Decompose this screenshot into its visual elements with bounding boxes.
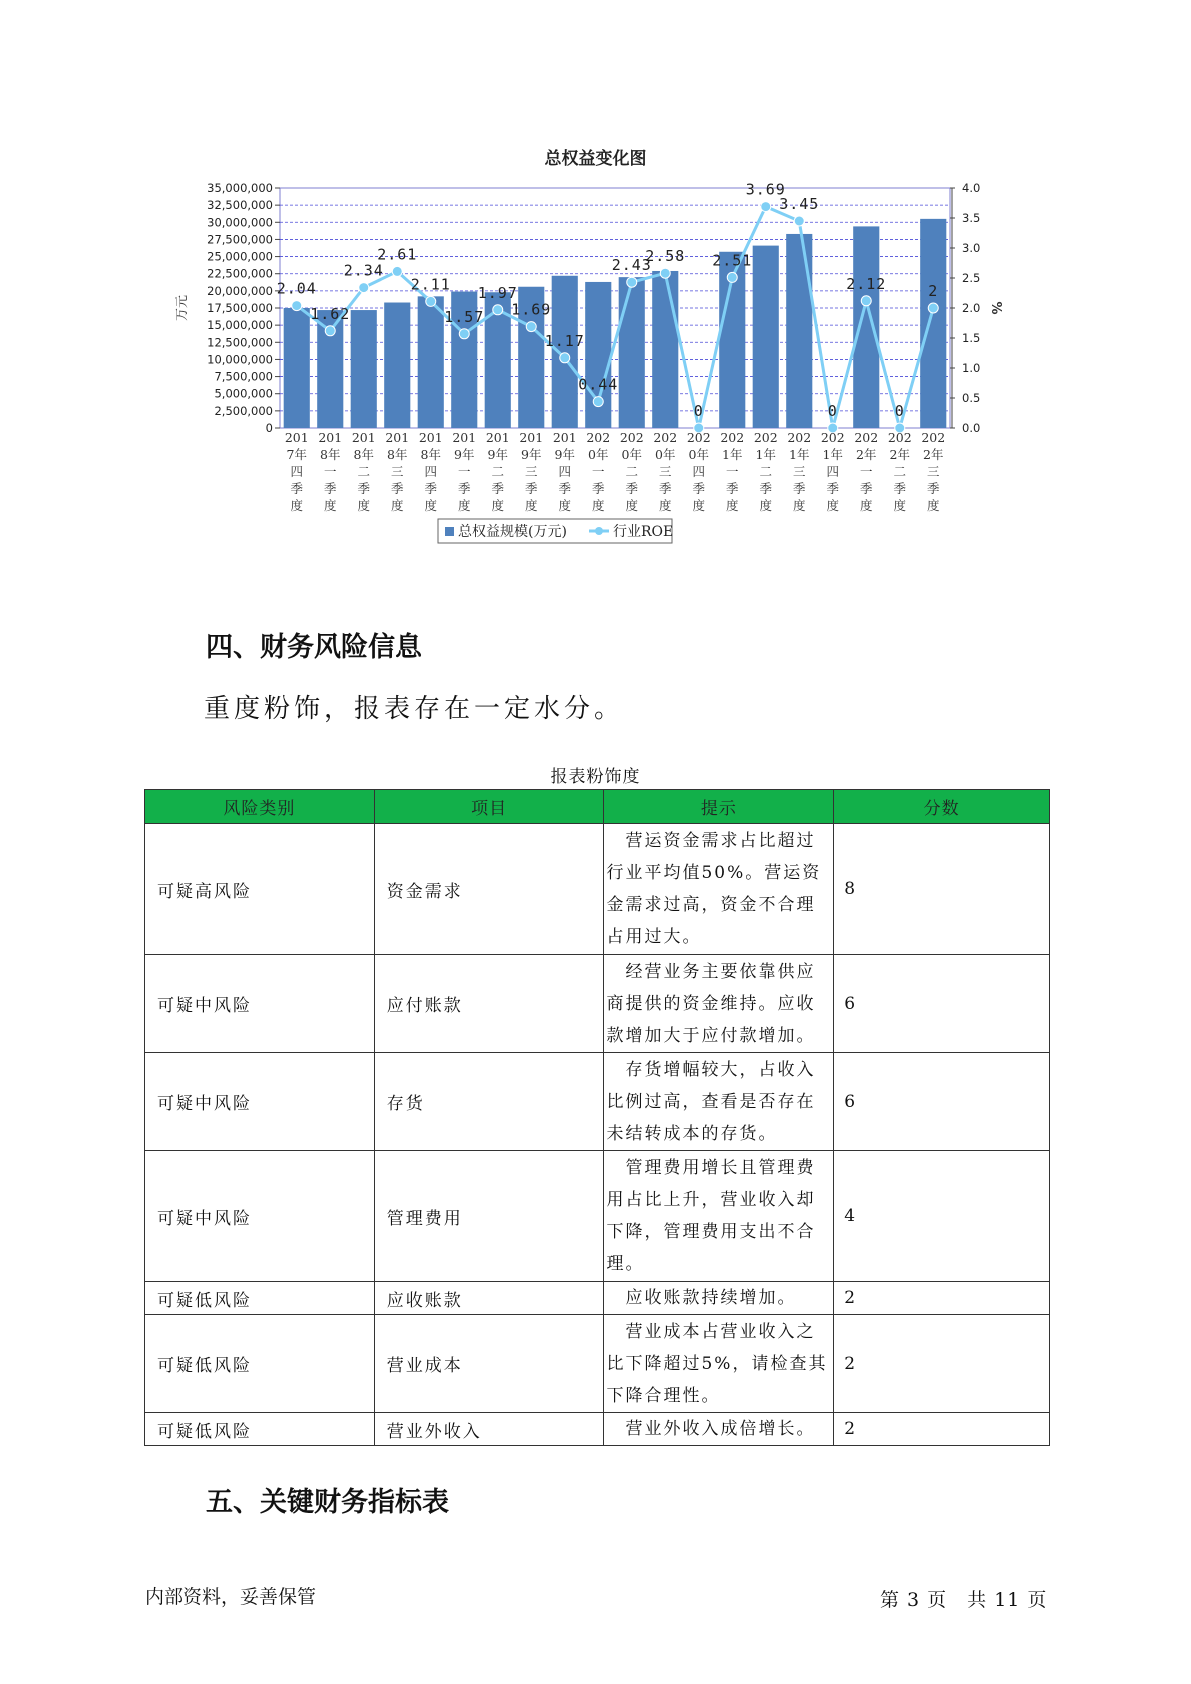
x-tick-label: 201 8年一季度 xyxy=(318,430,343,513)
roe-point xyxy=(627,277,637,287)
roe-data-label: 3.45 xyxy=(779,195,820,213)
legend-bar-swatch xyxy=(445,527,454,536)
table-row xyxy=(145,1282,1050,1315)
risk-score: 6 xyxy=(834,955,1050,1053)
roe-data-label: 3.69 xyxy=(745,180,786,199)
x-tick-label: 201 9年三季度 xyxy=(519,430,544,513)
risk-category: 可疑中风险 xyxy=(145,1151,375,1282)
table-row xyxy=(145,1315,1050,1413)
bar xyxy=(619,277,645,428)
roe-data-label: 2.11 xyxy=(410,275,451,294)
risk-score: 2 xyxy=(834,1413,1050,1446)
roe-data-label: 2.34 xyxy=(343,261,384,280)
y-tick-label: 22,500,000 xyxy=(207,266,273,281)
x-tick-label: 202 0年一季度 xyxy=(586,430,611,513)
risk-hint: 营业外收入成倍增长。 xyxy=(604,1413,834,1446)
roe-data-label: 2.51 xyxy=(712,251,753,270)
risk-category: 可疑低风险 xyxy=(145,1413,375,1446)
x-tick-label: 202 0年二季度 xyxy=(619,430,644,513)
risk-hint: 存货增幅较大，占收入比例过高，查看是否存在未结转成本的存货。 xyxy=(604,1053,834,1151)
roe-point xyxy=(727,272,737,282)
risk-table xyxy=(144,789,1050,1446)
risk-score: 6 xyxy=(834,1053,1050,1151)
risk-score: 4 xyxy=(834,1151,1050,1282)
roe-data-label: 2.61 xyxy=(377,245,418,264)
risk-hint: 营业成本占营业收入之比下降超过5%，请检查其下降合理性。 xyxy=(604,1315,834,1413)
bar xyxy=(284,308,310,428)
table-caption: 报表粉饰度 xyxy=(550,767,641,787)
y-tick-label: 0 xyxy=(265,421,273,435)
risk-summary: 重度粉饰，报表存在一定水分。 xyxy=(204,694,625,724)
x-tick-label: 202 2年三季度 xyxy=(921,430,946,513)
footer-page-number: 第 3 页 共 11 页 xyxy=(880,1589,1048,1611)
y-tick-label: 25,000,000 xyxy=(207,249,273,264)
y-tick-label: 2,500,000 xyxy=(214,403,273,418)
x-tick-label: 201 9年四季度 xyxy=(552,430,577,513)
risk-item: 营业成本 xyxy=(374,1315,604,1413)
legend-line-marker xyxy=(595,527,603,535)
y-tick-label: 15,000,000 xyxy=(207,318,273,333)
roe-point xyxy=(660,268,670,278)
roe-point xyxy=(861,296,871,306)
roe-data-label: 2 xyxy=(928,282,939,300)
header-hint: 提示 xyxy=(604,790,834,824)
risk-item: 管理费用 xyxy=(374,1151,604,1282)
header-item: 项目 xyxy=(374,790,604,824)
bar xyxy=(552,276,578,428)
x-tick-label: 201 8年四季度 xyxy=(418,430,443,513)
footer-confidential: 内部资料，妥善保管 xyxy=(145,1586,317,1608)
chart-title: 总权益变化图 xyxy=(544,149,647,169)
x-tick-label: 202 1年三季度 xyxy=(787,430,812,513)
risk-hint: 应收账款持续增加。 xyxy=(604,1282,834,1315)
header-score: 分数 xyxy=(834,790,1050,824)
y-tick-label: 10,000,000 xyxy=(207,352,273,367)
y-tick-label: 12,500,000 xyxy=(207,335,273,350)
y-tick-label: 20,000,000 xyxy=(207,283,273,298)
bar xyxy=(652,271,678,428)
roe-data-label: 2.12 xyxy=(846,274,887,293)
y2-tick-label: 2.5 xyxy=(962,271,981,285)
risk-item: 存货 xyxy=(374,1053,604,1151)
roe-data-label: 0 xyxy=(827,402,838,420)
roe-data-label: 1.17 xyxy=(544,331,585,350)
roe-data-label: 1.69 xyxy=(511,300,552,319)
table-row xyxy=(145,1151,1050,1282)
y-tick-label: 7,500,000 xyxy=(214,369,273,384)
y-tick-label: 17,500,000 xyxy=(207,301,273,315)
y-tick-label: 5,000,000 xyxy=(214,386,273,401)
roe-data-label: 1.62 xyxy=(310,304,351,323)
roe-data-label: 0.44 xyxy=(578,375,619,394)
bar xyxy=(920,219,946,428)
table-header-row xyxy=(145,790,1050,824)
y2-axis-label: % xyxy=(988,301,1003,315)
y2-tick-label: 4.0 xyxy=(962,181,981,195)
risk-score: 2 xyxy=(834,1315,1050,1413)
risk-item: 应付账款 xyxy=(374,955,604,1053)
roe-point xyxy=(459,329,469,339)
risk-category: 可疑低风险 xyxy=(145,1315,375,1413)
risk-category: 可疑中风险 xyxy=(145,955,375,1053)
roe-point xyxy=(560,353,570,363)
risk-item: 应收账款 xyxy=(374,1282,604,1315)
header-risk-category: 风险类别 xyxy=(145,790,375,824)
x-tick-label: 202 2年一季度 xyxy=(854,430,879,513)
y2-tick-label: 1.5 xyxy=(962,331,981,345)
x-tick-label: 202 1年一季度 xyxy=(720,430,745,513)
roe-point xyxy=(359,283,369,293)
roe-data-label: 0 xyxy=(693,402,704,420)
x-tick-label: 201 9年一季度 xyxy=(452,430,477,513)
roe-point xyxy=(426,296,436,306)
risk-item: 营业外收入 xyxy=(374,1413,604,1446)
roe-point xyxy=(292,301,302,311)
risk-category: 可疑高风险 xyxy=(145,824,375,955)
table-row xyxy=(145,1413,1050,1446)
bar xyxy=(351,310,377,428)
y2-tick-label: 0.5 xyxy=(962,391,981,405)
roe-point xyxy=(928,303,938,313)
bar xyxy=(853,226,879,428)
roe-point xyxy=(761,202,771,212)
roe-data-label: 1.97 xyxy=(477,283,518,302)
risk-item: 资金需求 xyxy=(374,824,604,955)
x-tick-label: 201 8年三季度 xyxy=(385,430,410,513)
risk-score: 8 xyxy=(834,824,1050,955)
y2-tick-label: 2.0 xyxy=(962,301,981,315)
roe-point xyxy=(526,322,536,332)
y2-tick-label: 0.0 xyxy=(962,421,981,435)
section-heading-indicators: 五、关键财务指标表 xyxy=(206,1487,449,1518)
bar xyxy=(786,234,812,428)
y-tick-label: 35,000,000 xyxy=(207,181,273,195)
bar xyxy=(418,296,444,428)
section-heading-risk: 四、财务风险信息 xyxy=(206,632,422,663)
bar xyxy=(384,303,410,428)
x-tick-label: 202 0年三季度 xyxy=(653,430,678,513)
table-row xyxy=(145,955,1050,1053)
risk-category: 可疑中风险 xyxy=(145,1053,375,1151)
roe-point xyxy=(392,266,402,276)
y2-tick-label: 3.0 xyxy=(962,241,981,255)
y-tick-label: 27,500,000 xyxy=(207,232,273,247)
x-tick-label: 202 0年四季度 xyxy=(686,430,711,513)
y2-tick-label: 3.5 xyxy=(962,211,981,225)
roe-data-label: 2.43 xyxy=(611,256,652,275)
roe-data-label: 1.57 xyxy=(444,307,485,326)
equity-chart xyxy=(170,172,1030,592)
risk-category: 可疑低风险 xyxy=(145,1282,375,1315)
legend-line-label: 行业ROE xyxy=(613,524,674,540)
table-row xyxy=(145,1053,1050,1151)
x-tick-label: 201 7年四季度 xyxy=(284,430,309,513)
y-axis-label: 万元 xyxy=(175,294,190,322)
roe-data-label: 2.58 xyxy=(645,247,686,266)
risk-hint: 管理费用增长且管理费用占比上升，营业收入却下降，管理费用支出不合理。 xyxy=(604,1151,834,1282)
roe-data-label: 2.04 xyxy=(276,279,317,298)
y-tick-label: 32,500,000 xyxy=(207,198,273,213)
y2-tick-label: 1.0 xyxy=(962,361,981,375)
risk-hint: 经营业务主要依靠供应商提供的资金维持。应收款增加大于应付款增加。 xyxy=(604,955,834,1053)
roe-data-label: 0 xyxy=(894,402,905,420)
x-tick-label: 201 8年二季度 xyxy=(351,430,376,513)
x-tick-label: 202 1年二季度 xyxy=(753,430,778,513)
risk-hint: 营运资金需求占比超过行业平均值50%。营运资金需求过高，资金不合理占用过大。 xyxy=(604,824,834,955)
roe-point xyxy=(593,397,603,407)
legend-bar-label: 总权益规模(万元) xyxy=(458,524,567,540)
table-row xyxy=(145,824,1050,955)
x-tick-label: 202 2年二季度 xyxy=(887,430,912,513)
x-tick-label: 201 9年二季度 xyxy=(485,430,510,513)
risk-score: 2 xyxy=(834,1282,1050,1315)
roe-point xyxy=(493,305,503,315)
y-tick-label: 30,000,000 xyxy=(207,215,273,230)
roe-point xyxy=(794,216,804,226)
roe-point xyxy=(325,326,335,336)
x-tick-label: 202 1年四季度 xyxy=(820,430,845,513)
bar xyxy=(753,246,779,428)
